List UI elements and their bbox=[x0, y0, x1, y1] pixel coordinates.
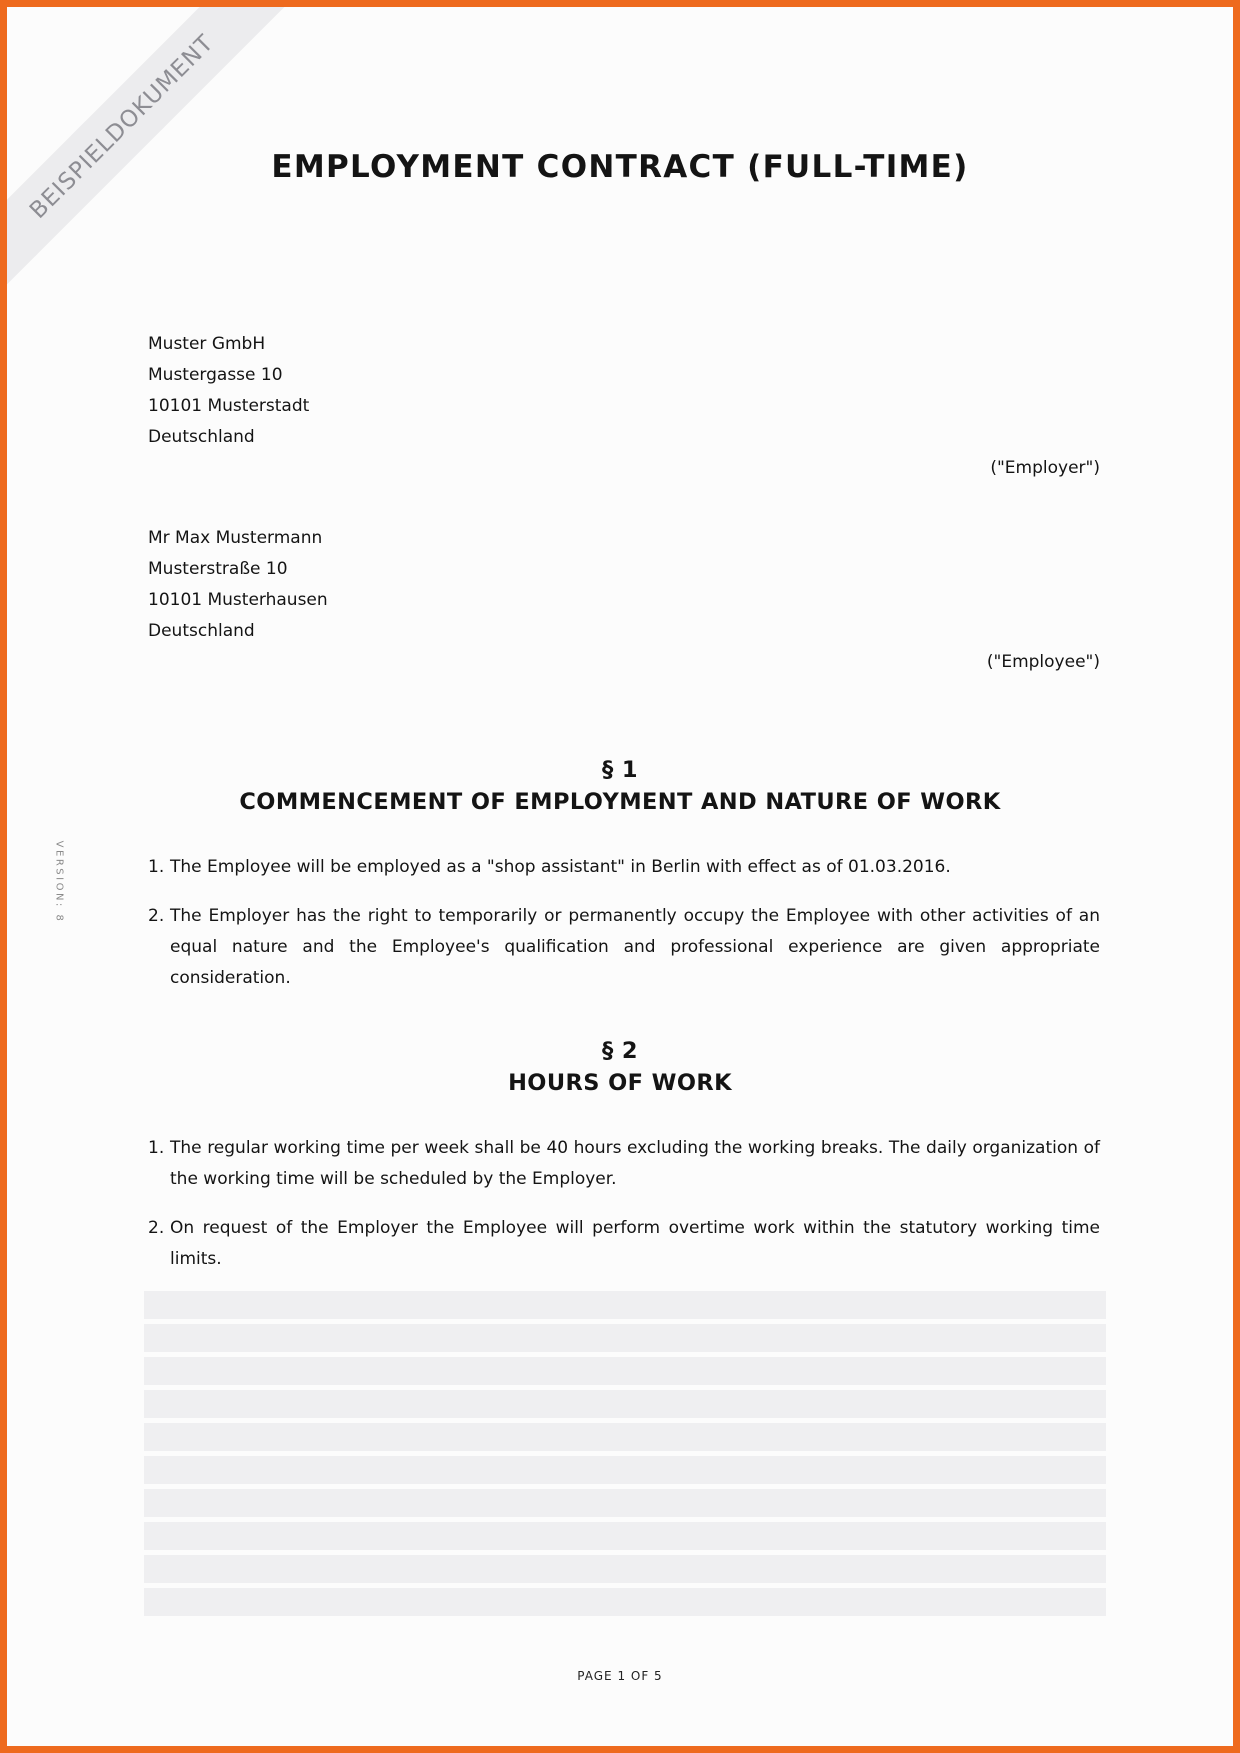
employer-role-label: ("Employer") bbox=[990, 458, 1100, 478]
version-label: VERSION: 8 bbox=[53, 840, 65, 924]
employee-role-label: ("Employee") bbox=[986, 652, 1100, 672]
clause-text: On request of the Employer the Employee will perform overtime work within the statutory working time limits. bbox=[170, 1218, 1100, 1269]
redacted-content bbox=[144, 1291, 1106, 1621]
page-number: PAGE 1 OF 5 bbox=[577, 1669, 663, 1683]
clause-number: 2. bbox=[148, 906, 165, 926]
section-2-clauses bbox=[148, 1133, 1100, 1293]
employee-street: Musterstraße 10 bbox=[148, 559, 288, 579]
clause-item bbox=[148, 1213, 1100, 1275]
redacted-line bbox=[144, 1489, 1106, 1517]
clause-number: 2. bbox=[148, 1218, 165, 1238]
section-2-number: § 2 bbox=[602, 1038, 638, 1064]
redacted-line bbox=[144, 1324, 1106, 1352]
redacted-line bbox=[144, 1390, 1106, 1418]
section-1-heading bbox=[7, 754, 1233, 818]
employee-address-block bbox=[148, 523, 1100, 678]
clause-item bbox=[148, 852, 1100, 883]
clause-text: The regular working time per week shall be 40 hours excluding the working breaks. The daily organization of the working time will be scheduled by the Employer. bbox=[170, 1138, 1100, 1189]
clause-number: 1. bbox=[148, 857, 165, 877]
employee-name: Mr Max Mustermann bbox=[148, 528, 323, 548]
section-2-heading bbox=[7, 1035, 1233, 1099]
redacted-line bbox=[144, 1423, 1106, 1451]
employer-city: 10101 Musterstadt bbox=[148, 396, 310, 416]
ribbon-label: BEISPIELDOKUMENT bbox=[24, 29, 220, 225]
clause-item bbox=[148, 901, 1100, 994]
section-1-title: COMMENCEMENT OF EMPLOYMENT AND NATURE OF WORK bbox=[239, 789, 1001, 815]
redacted-line bbox=[144, 1555, 1106, 1583]
redacted-line bbox=[144, 1456, 1106, 1484]
clause-text: The Employer has the right to temporarily or permanently occupy the Employee with other activities of an equal nature and the Employee's qualification and professional experience are given appropriate consideration. bbox=[170, 906, 1100, 988]
section-2-title: HOURS OF WORK bbox=[508, 1070, 732, 1096]
employee-country: Deutschland bbox=[148, 621, 255, 641]
employer-street: Mustergasse 10 bbox=[148, 365, 283, 385]
section-1-clauses bbox=[148, 852, 1100, 1012]
section-1-number: § 1 bbox=[602, 757, 638, 783]
employer-country: Deutschland bbox=[148, 427, 255, 447]
redacted-line bbox=[144, 1357, 1106, 1385]
redacted-line bbox=[144, 1291, 1106, 1319]
employee-city: 10101 Musterhausen bbox=[148, 590, 328, 610]
document-title: EMPLOYMENT CONTRACT (FULL-TIME) bbox=[271, 149, 969, 185]
redacted-line bbox=[144, 1588, 1106, 1616]
clause-item bbox=[148, 1133, 1100, 1195]
redacted-line bbox=[144, 1522, 1106, 1550]
clause-text: The Employee will be employed as a "shop assistant" in Berlin with effect as of 01.03.2016. bbox=[170, 857, 951, 877]
employer-address-block bbox=[148, 329, 1100, 484]
clause-number: 1. bbox=[148, 1138, 165, 1158]
employer-name: Muster GmbH bbox=[148, 334, 266, 354]
